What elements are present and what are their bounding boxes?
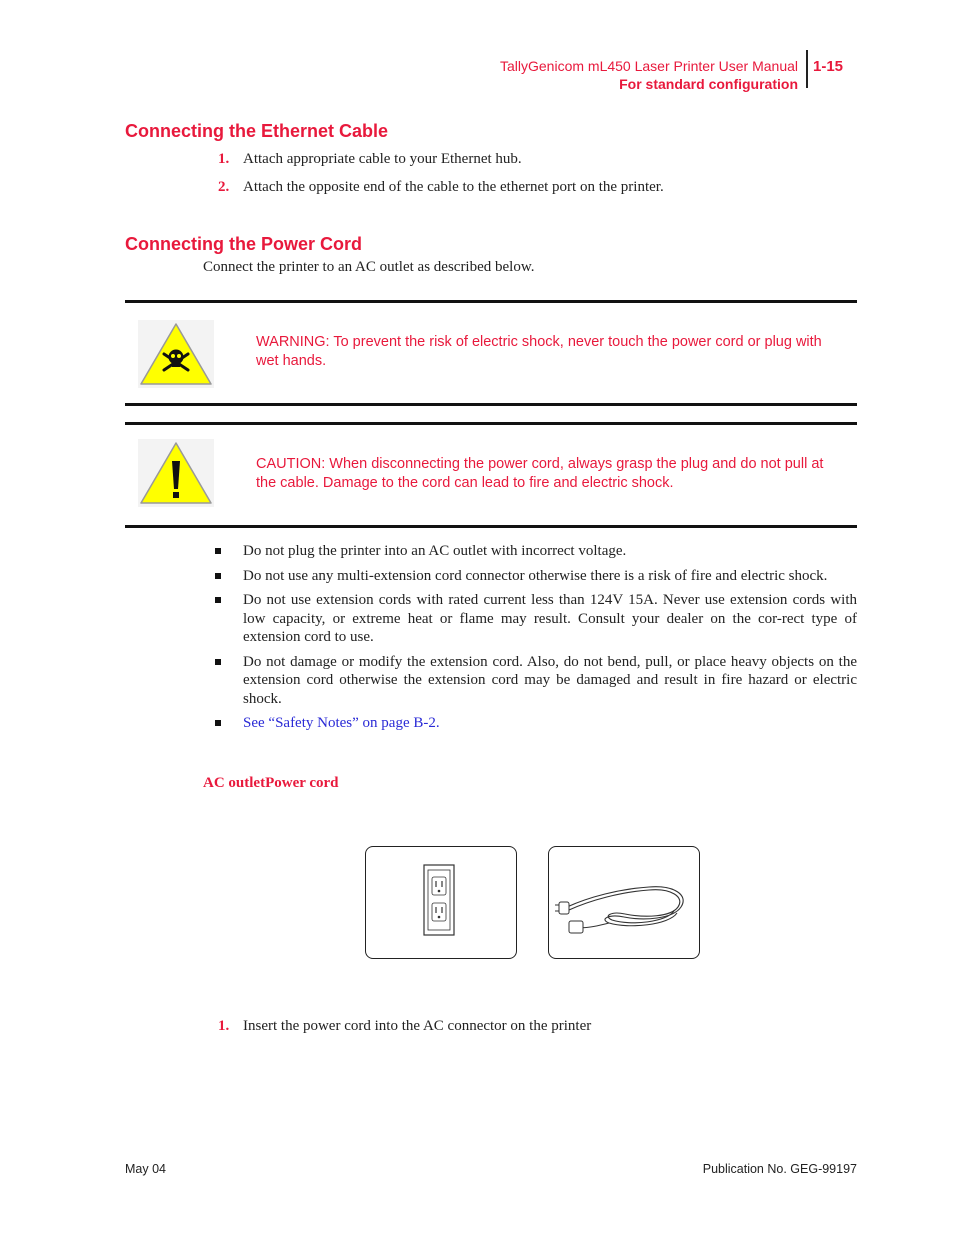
step-text: Attach appropriate cable to your Ethernet hub.: [243, 151, 522, 167]
exclamation-caution-icon: [138, 439, 214, 507]
warning-text: WARNING: To prevent the risk of electric shock, never touch the power cord or plug with wet hands.: [256, 334, 822, 369]
step-text: Insert the power cord into the AC connector on the printer: [243, 1018, 592, 1034]
step-number: 1.: [218, 1018, 230, 1034]
manual-subtitle: For standard configuration: [619, 76, 798, 92]
warning-bottom-rule: [125, 403, 857, 406]
page-number: 1-15: [813, 58, 844, 75]
power-intro: Connect the printer to an AC outlet as described below.: [203, 259, 535, 275]
skull-crossbones-warning-icon: [138, 320, 214, 388]
manual-title: TallyGenicom mL450 Laser Printer User Manual: [499, 58, 798, 74]
safety-bullet-list: [243, 542, 857, 739]
power-cord-icon: [549, 847, 699, 958]
safety-notes-link[interactable]: See “Safety Notes” on page B-2.: [243, 714, 857, 733]
power-heading: Connecting the Power Cord: [125, 234, 363, 254]
figure-label: AC outletPower cord: [203, 775, 339, 791]
caution-bottom-rule: [125, 525, 857, 528]
ethernet-step-1: [218, 151, 522, 168]
power-cord-figure: [548, 846, 700, 959]
ac-outlet-icon: [366, 847, 516, 958]
warning-top-rule: [125, 300, 857, 303]
step-number: 1.: [218, 151, 230, 167]
ethernet-heading: Connecting the Ethernet Cable: [125, 121, 389, 141]
caution-top-rule: [125, 422, 857, 425]
list-item: Do not use any multi-extension cord connector otherwise there is a risk of fire and electric shock.: [243, 567, 857, 586]
footer-date: May 04: [125, 1162, 166, 1176]
ac-outlet-figure: [365, 846, 517, 959]
header-divider: [806, 50, 808, 88]
list-item: Do not plug the printer into an AC outlet with incorrect voltage.: [243, 542, 857, 561]
footer-publication: Publication No. GEG-99197: [702, 1162, 857, 1176]
ethernet-step-2: [218, 179, 664, 196]
caution-text: CAUTION: When disconnecting the power cord, always grasp the plug and do not pull at the cable. Damage to the cord can lead to fire and electric shock.: [256, 456, 824, 491]
power-step-1: [218, 1018, 592, 1035]
step-text: Attach the opposite end of the cable to the ethernet port on the printer.: [243, 179, 664, 195]
list-item: Do not damage or modify the extension cord. Also, do not bend, pull, or place heavy objects on the extension cord otherwise the extension cord may be damaged and result in fire hazard or electric shock.: [243, 653, 857, 707]
list-item: Do not use extension cords with rated current less than 124V 15A. Never use extension cords with low capacity, or extreme heat or flame may result. Consult your dealer on the cor-rect type of extension cord to use.: [243, 592, 857, 645]
step-number: 2.: [218, 179, 230, 195]
